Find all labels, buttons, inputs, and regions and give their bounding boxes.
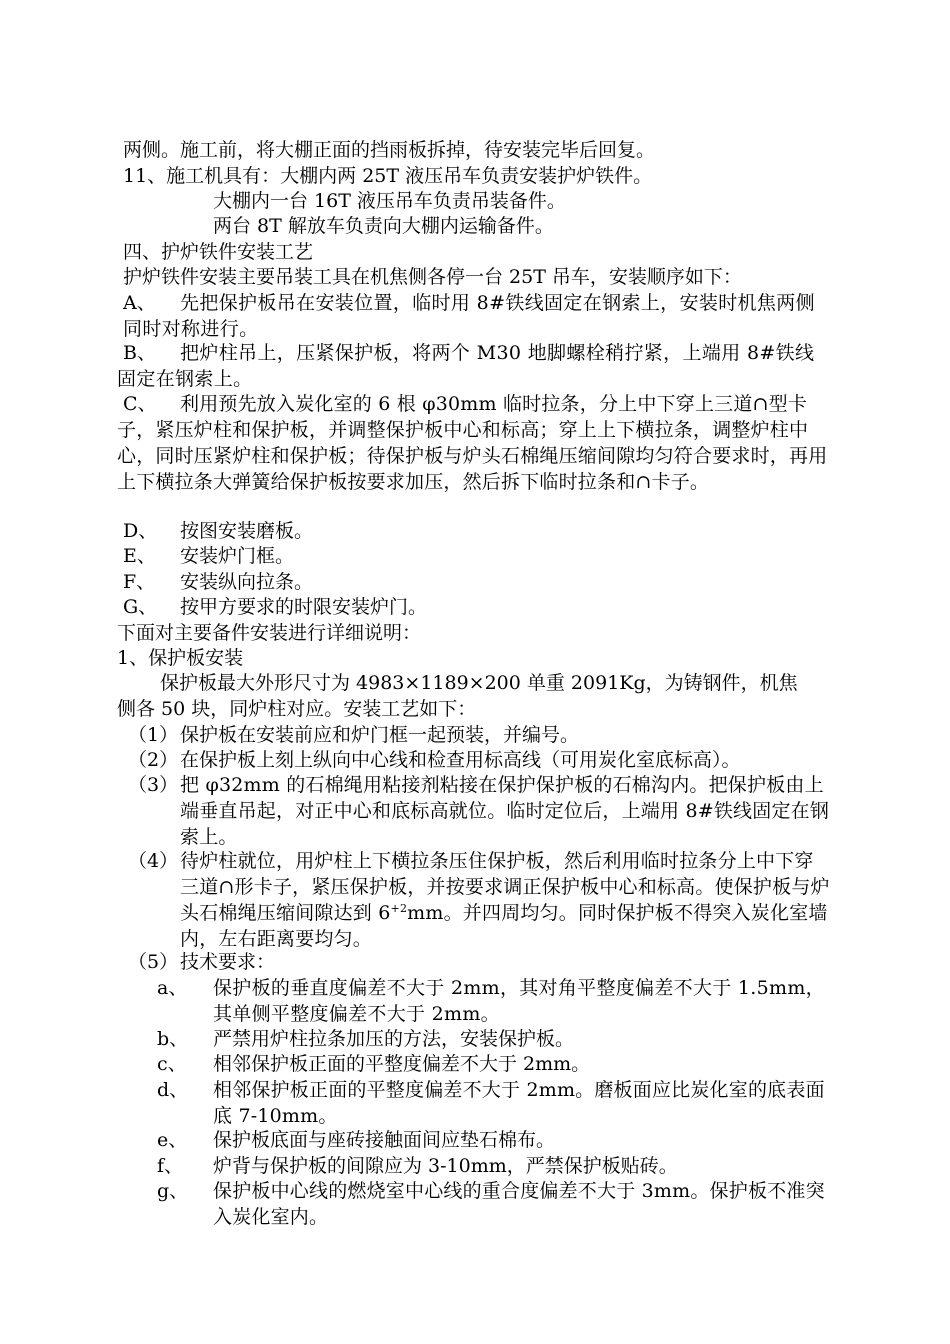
step-text: 安装纵向拉条。 bbox=[180, 571, 314, 593]
section-intro: 护炉铁件安装主要吊装工具在机焦侧各停一台 25T 吊车，安装顺序如下： bbox=[123, 266, 742, 288]
equipment-line-2: 大棚内一台 16T 液压吊车负责吊装备件。 bbox=[213, 190, 566, 212]
superscript: +2 bbox=[390, 902, 408, 915]
item-text: 在保护板上刻上纵向中心线和检查用标高线（可用炭化室底标高）。 bbox=[180, 749, 741, 771]
step-label: A、 bbox=[123, 292, 156, 314]
step-label: C、 bbox=[123, 393, 157, 415]
item-label: （3） bbox=[128, 774, 179, 796]
step-label: E、 bbox=[123, 545, 156, 567]
step-text: 按甲方要求的时限安装炉门。 bbox=[180, 596, 428, 618]
section-title: 四、护炉铁件安装工艺 bbox=[123, 241, 314, 263]
intro-line: 下面对主要备件安装进行详细说明： bbox=[117, 622, 422, 644]
step-label: D、 bbox=[123, 520, 158, 542]
equipment-line: 11、施工机具有：大棚内两 25T 液压吊车负责安装护炉铁件。 bbox=[123, 165, 653, 187]
req-label: c、 bbox=[157, 1053, 187, 1075]
item-label: （2） bbox=[128, 749, 179, 771]
req-label: e、 bbox=[157, 1129, 188, 1151]
req-label: f、 bbox=[157, 1155, 184, 1177]
req-text: 严禁用炉柱拉条加压的方法，安装保护板。 bbox=[213, 1028, 575, 1050]
item-label: （4） bbox=[128, 850, 179, 872]
paragraph-line: 侧各 50 块，同炉柱对应。安装工艺如下： bbox=[117, 698, 477, 720]
equipment-line-3: 两台 8T 解放车负责向大棚内运输备件。 bbox=[213, 215, 554, 237]
continuation-line: 两侧。施工前，将大棚正面的挡雨板拆掉，待安装完毕后回复。 bbox=[123, 139, 656, 161]
paragraph-line: 保护板最大外形尺寸为 4983×1189×200 单重 2091Kg，为铸钢件，机焦 bbox=[160, 672, 798, 694]
step-text: 安装炉门框。 bbox=[180, 545, 295, 567]
item-label: （1） bbox=[128, 724, 179, 746]
step-text: 按图安装磨板。 bbox=[180, 520, 314, 542]
step-label: G、 bbox=[123, 596, 158, 618]
item-text: 保护板在安装前应和炉门框一起预装，并编号。 bbox=[180, 724, 580, 746]
item-label: （5） bbox=[128, 951, 179, 973]
req-text: 炉背与保护板的间隙应为 3-10mm，严禁保护板贴砖。 bbox=[213, 1155, 678, 1177]
req-label: a、 bbox=[157, 977, 188, 999]
step-label: B、 bbox=[123, 342, 156, 364]
req-label: b、 bbox=[157, 1028, 189, 1050]
req-label: d、 bbox=[157, 1079, 189, 1101]
req-text: 相邻保护板正面的平整度偏差不大于 2mm。磨板面应比炭化室的底表面底 7-10mm。 bbox=[213, 1079, 825, 1127]
item-text: 把 φ32mm 的石棉绳用粘接剂粘接在保护保护板的石棉沟内。把保护板由上端垂直吊起，对正中心和底标高就位。临时定位后，上端用 8#铁线固定在钢索上。 bbox=[180, 774, 830, 848]
step-text: 先把保护板吊在安装位置，临时用 8#铁线固定在钢索上，安装时机焦两侧同时对称进行。 bbox=[123, 292, 815, 340]
req-text: 保护板底面与座砖接触面间应垫石棉布。 bbox=[213, 1129, 556, 1151]
req-label: g、 bbox=[157, 1180, 189, 1202]
item-text: 技术要求： bbox=[180, 951, 276, 973]
req-text: 相邻保护板正面的平整度偏差不大于 2mm。 bbox=[213, 1053, 591, 1075]
subsection-title: 1、保护板安装 bbox=[117, 647, 244, 669]
step-text: 把炉柱吊上，压紧保护板，将两个 M30 地脚螺栓稍拧紧，上端用 8#铁线固定在钢索上。 bbox=[117, 342, 815, 390]
req-text: 保护板中心线的燃烧室中心线的重合度偏差不大于 3mm。保护板不准突入炭化室内。 bbox=[213, 1180, 825, 1228]
item-text: 待炉柱就位，用炉柱上下横拉条压住保护板，然后利用临时拉条分上中下穿三道∩形卡子，紧压保护板，并按要求调正保护板中心和标高。使保护板与炉头石棉绳压缩间隙达到 $6^{+2}mm$。并四周均匀。同时保护板不得突入炭化室墙内，左右距离要均匀。 bbox=[180, 850, 830, 950]
step-text: 利用预先放入炭化室的 6 根 φ30mm 临时拉条，分上中下穿上三道∩型卡子，紧压炉柱和保护板，并调整保护板中心和标高；穿上上下横拉条，调整炉柱中心，同时压紧炉柱和保护板；待保护板与炉头石棉绳压缩间隙均匀符合要求时，再用上下横拉条大弹簧给保护板按要求加压，然后拆下临时拉条和∩卡子。 bbox=[117, 393, 828, 493]
step-label: F、 bbox=[123, 571, 156, 593]
req-text: 保护板的垂直度偏差不大于 2mm，其对角平整度偏差不大于 1.5mm，其单侧平整度偏差不大于 2mm。 bbox=[213, 977, 825, 1025]
